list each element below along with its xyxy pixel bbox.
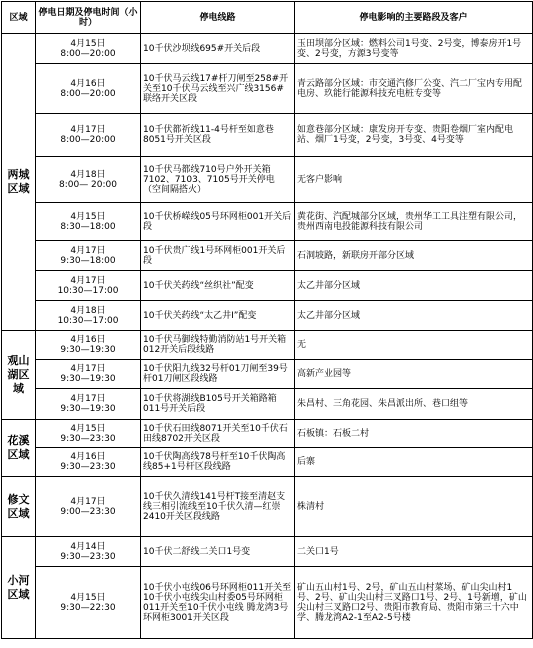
time-text: 9:30—23:30 <box>60 433 116 444</box>
impact-cell: 矿山五山村1号、2号，矿山五山村菜场、矿山尖山村1号、2号、矿山尖山村三叉路口1号、2号、1号新增，矿山尖山村三叉路口2号、贵阳市教育局、贵阳市第三十六中学、腾龙湾A2-1至A2-5号楼 <box>295 567 533 639</box>
date-text: 4月17日 <box>70 125 106 135</box>
table-row <box>2 477 533 537</box>
impact-cell: 高新产业园等 <box>295 360 533 389</box>
line-cell: 10千伏石田线8071开关至10千伏石田线8702开关区段 <box>141 420 295 448</box>
impact-cell: 石板镇：石板二村 <box>295 420 533 448</box>
table-row <box>2 360 533 389</box>
table-row <box>2 203 533 241</box>
table-row <box>2 157 533 203</box>
area-cell: 花溪区域 <box>2 420 36 477</box>
time-cell <box>36 64 141 114</box>
table-row <box>2 448 533 477</box>
line-cell: 10千伏阳九线32号杆01刀闸至39号杆01刀闸区段线路 <box>141 360 295 389</box>
time-cell <box>36 567 141 639</box>
line-cell: 10千伏关药线“丝织社”配变 <box>141 271 295 301</box>
date-text: 4月16日 <box>70 335 106 345</box>
time-text: 8:00—20:00 <box>60 48 116 59</box>
area-cell: 修文区域 <box>2 477 36 537</box>
line-cell: 10千伏贵广线1号环网柜001开关后段 <box>141 241 295 271</box>
date-text: 4月15日 <box>70 211 106 222</box>
table-row <box>2 241 533 271</box>
time-text: 8:00— 20:00 <box>58 179 117 190</box>
impact-cell: 无客户影响 <box>295 157 533 203</box>
time-text: 9:30—19:30 <box>60 345 116 355</box>
impact-cell: 青云路部分区域：市交通汽修厂公变、汽二厂宝内专用配电房、玖能行能源科技充电桩专变等 <box>295 64 533 114</box>
date-text: 4月16日 <box>70 452 106 462</box>
line-cell: 10千伏关药线“太乙井I”配变 <box>141 301 295 331</box>
time-cell <box>36 537 141 567</box>
header-impact: 停电影响的主要路段及客户 <box>295 2 533 34</box>
time-cell <box>36 34 141 64</box>
line-cell: 10千伏久清线141号杆T接至清赵支线三相引流线至10千伏久清—红崇2410开关区段线路 <box>141 477 295 537</box>
time-text: 8:00—20:00 <box>60 88 116 99</box>
impact-cell: 玉田坝部分区域：燃料公司1号变、2号变，博泰房开1号变、2号变，方源3号变等 <box>295 34 533 64</box>
line-cell: 10千伏将湖线B105号开关箱路箱011号开关后段 <box>141 389 295 420</box>
date-text: 4月14日 <box>70 541 106 552</box>
date-text: 4月15日 <box>70 592 106 603</box>
table-row <box>2 420 533 448</box>
impact-cell: 无 <box>295 331 533 360</box>
line-cell: 10千伏马都线710号户外开关箱7102、7103、7105号开关停电（空间隔搭火） <box>141 157 295 203</box>
line-cell: 10千伏都祈线11-4号杆至如意巷8051号开关区段 <box>141 114 295 157</box>
line-cell: 10千伏二舒线二关口1号变 <box>141 537 295 567</box>
area-cell: 观山湖区域 <box>2 331 36 420</box>
impact-cell: 太乙井部分区域 <box>295 271 533 301</box>
time-cell <box>36 331 141 360</box>
impact-cell: 如意巷部分区域：康发房开专变、贵阳卷烟厂室内配电站、烟厂1号变，2号变，3号变、4号变等 <box>295 114 533 157</box>
time-cell <box>36 448 141 477</box>
time-text: 8:00—20:00 <box>60 135 116 145</box>
date-text: 4月17日 <box>70 245 106 256</box>
table-row <box>2 34 533 64</box>
time-text: 9:30—23:30 <box>60 551 116 562</box>
table-row <box>2 537 533 567</box>
date-text: 4月18日 <box>70 169 106 180</box>
time-text: 10:30—17:00 <box>57 285 119 296</box>
date-text: 4月15日 <box>70 423 106 434</box>
time-text: 9:30—19:30 <box>60 374 116 384</box>
line-cell: 10千伏马云线17#杆刀闸至258#开关至10千伏马云线至兴广线3156#联络开关区段 <box>141 64 295 114</box>
impact-cell: 后寨 <box>295 448 533 477</box>
area-cell: 两城区域 <box>2 34 36 331</box>
date-text: 4月16日 <box>70 78 106 89</box>
table-row <box>2 331 533 360</box>
line-cell: 10千伏桥嵘线05号环网柜001开关后段 <box>141 203 295 241</box>
line-cell: 10千伏马御线特勤消防站1号开关箱012开关后段线路 <box>141 331 295 360</box>
line-cell: 10千伏小屯线06号环网柜011开关至10千伏小屯线尖山村委05号环网柜011开关至10千伏小屯线 腾龙湾3号环网柜3001开关区段 <box>141 567 295 639</box>
time-text: 9:30—19:30 <box>60 404 116 414</box>
table-row <box>2 64 533 114</box>
date-text: 4月17日 <box>70 394 106 404</box>
time-text: 9:30—18:00 <box>60 255 116 266</box>
date-text: 4月18日 <box>70 305 106 316</box>
time-cell <box>36 157 141 203</box>
header-line: 停电线路 <box>141 2 295 34</box>
impact-cell: 朱昌村、三角花园、朱昌派出所、巷口组等 <box>295 389 533 420</box>
time-text: 9:30—22:30 <box>60 602 116 613</box>
area-cell: 小河区域 <box>2 537 36 639</box>
time-cell <box>36 271 141 301</box>
impact-cell: 石洞坡路，新联房开部分区域 <box>295 241 533 271</box>
time-text: 8:30—18:00 <box>60 221 116 232</box>
header-time: 停电日期及停电时间（小时） <box>36 2 141 34</box>
time-cell <box>36 203 141 241</box>
date-text: 4月17日 <box>70 496 106 507</box>
time-cell <box>36 477 141 537</box>
outage-table <box>1 1 533 639</box>
time-cell <box>36 389 141 420</box>
time-cell <box>36 360 141 389</box>
header-area: 区域 <box>2 2 36 34</box>
table-row <box>2 271 533 301</box>
time-cell <box>36 420 141 448</box>
line-cell: 10千伏陶高线78号杆至10千伏陶高线85+1号杆区段线路 <box>141 448 295 477</box>
impact-cell: 太乙井部分区域 <box>295 301 533 331</box>
table-row <box>2 114 533 157</box>
impact-cell: 黄花街、汽配城部分区域，贵州华工工具注塑有限公司，贵州西南电投能源科技有限公司 <box>295 203 533 241</box>
date-text: 4月17日 <box>70 364 106 374</box>
time-cell <box>36 114 141 157</box>
table-row <box>2 567 533 639</box>
date-text: 4月15日 <box>70 38 106 49</box>
impact-cell: 二关口1号 <box>295 537 533 567</box>
time-text: 9:00—23:30 <box>60 506 116 517</box>
date-text: 4月17日 <box>70 275 106 286</box>
line-cell: 10千伏沙坝线695#开关后段 <box>141 34 295 64</box>
time-text: 10:30—17:00 <box>57 315 119 326</box>
time-cell <box>36 241 141 271</box>
table-row <box>2 301 533 331</box>
time-text: 9:30—23:30 <box>60 462 116 472</box>
table-row <box>2 389 533 420</box>
time-cell <box>36 301 141 331</box>
header-row <box>2 2 533 34</box>
impact-cell: 株清村 <box>295 477 533 537</box>
